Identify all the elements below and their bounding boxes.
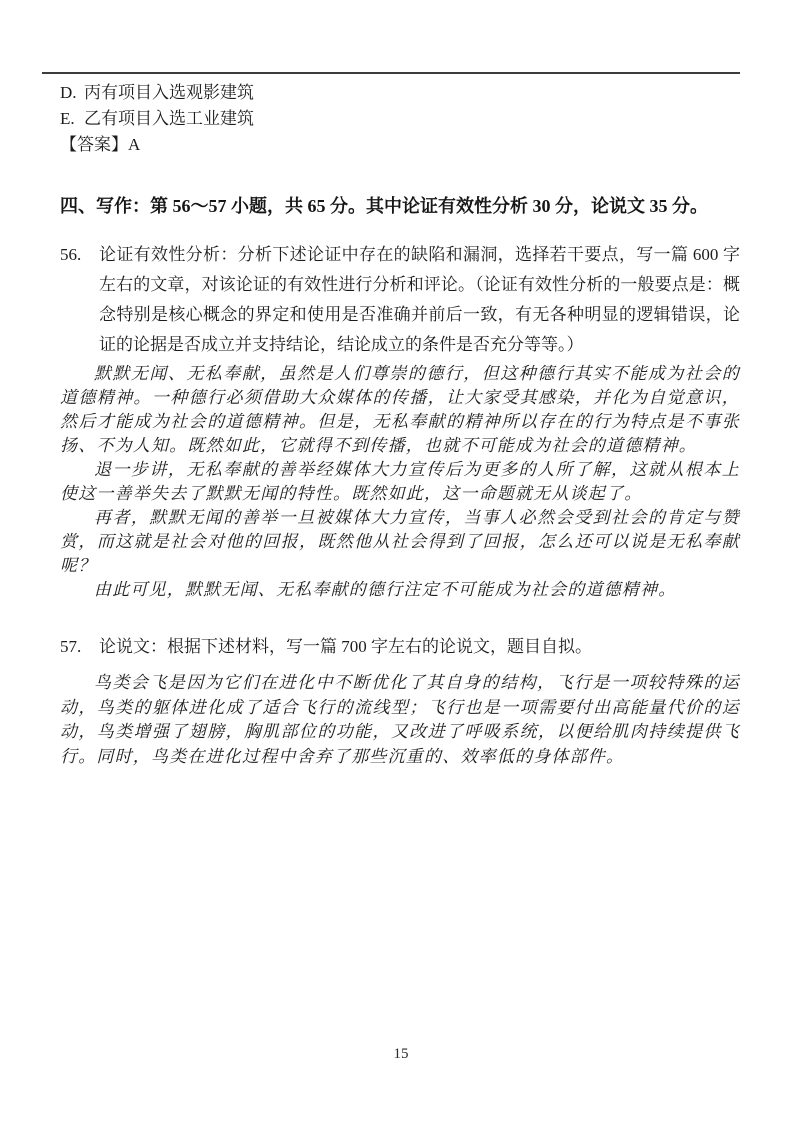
question-57-material: [60, 671, 740, 769]
question-57-prompt: 论说文：根据下述材料，写一篇 700 字左右的论说文，题目自拟。: [99, 637, 592, 656]
question-56-number: 56.: [60, 245, 82, 264]
answer-line: 【答案】A: [60, 135, 141, 154]
page-content: [60, 80, 740, 769]
option-d-line: [60, 80, 740, 106]
question-57: [60, 632, 740, 662]
material-paragraph: 默默无闻、无私奉献，虽然是人们尊崇的德行，但这种德行其实不能成为社会的道德精神。一种德行必须借助大众媒体的传播，让大家受其感染，并化为自觉意识，然后才能成为社会的道德精神。但是，无私奉献的精神所以存在的行为特点是不事张扬、不为人知。既然如此，它就得不到传播，也就不可能成为社会的道德精神。: [60, 364, 740, 455]
material-paragraph: 再者，默默无闻的善举一旦被媒体大力宣传，当事人必然会受到社会的肯定与赞赏，而这就是社会对他的回报，既然他从社会得到了回报，怎么还可以说是无私奉献呢？: [60, 508, 740, 575]
question-56-prompt: 论证有效性分析：分析下述论证中存在的缺陷和漏洞，选择若干要点，写一篇 600 字左右的文章，对该论证的有效性进行分析和评论。（论证有效性分析的一般要点是：概念特别是核心概念的界定和使用是否准确并前后一致，有无各种明显的逻辑错误，论证的论据是否成立并支持结论，结论成立的条件是否充分等等。）: [99, 245, 740, 354]
question-56: [60, 240, 740, 360]
option-d-label: D.: [60, 83, 77, 102]
header-divider: [42, 72, 740, 74]
option-d-text: 丙有项目入选观影建筑: [84, 83, 254, 102]
material-paragraph: 退一步讲，无私奉献的善举经媒体大力宣传后为更多的人所了解，这就从根本上使这一善举失去了默默无闻的特性。既然如此，这一命题就无从谈起了。: [60, 460, 740, 503]
option-e-label: E.: [60, 109, 75, 128]
option-e-line: [60, 106, 740, 132]
page-number: 15: [393, 1046, 409, 1062]
material-paragraph: 鸟类会飞是因为它们在进化中不断优化了其自身的结构，飞行是一项较特殊的运动，鸟类的躯体进化成了适合飞行的流线型；飞行也是一项需要付出高能量代价的运动，鸟类增强了翅膀，胸肌部位的功能，又改进了呼吸系统，以便给肌肉持续提供飞行。同时，鸟类在进化过程中舍弃了那些沉重的、效率低的身体部件。: [60, 673, 740, 766]
section-heading-writing: 四、写作：第 56～57 小题，共 65 分。其中论证有效性分析 30 分，论说文 35 分。: [60, 196, 708, 216]
question-57-number: 57.: [60, 637, 82, 656]
material-paragraph: 由此可见，默默无闻、无私奉献的德行注定不可能成为社会的道德精神。: [94, 580, 677, 599]
question-56-material: [60, 362, 740, 602]
option-e-text: 乙有项目入选工业建筑: [84, 109, 254, 128]
